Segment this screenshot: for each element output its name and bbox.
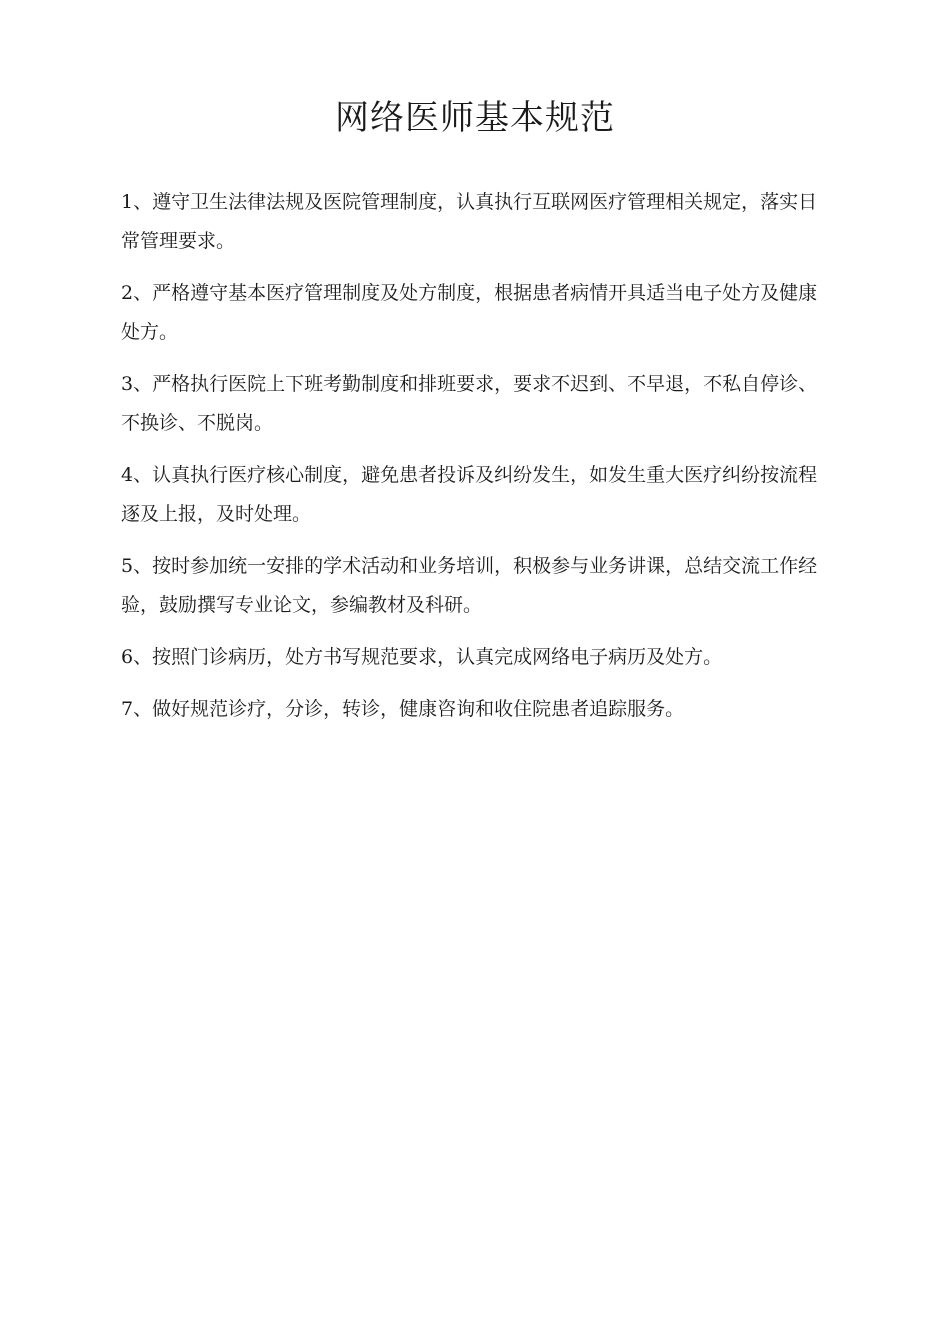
rule-item-1: 1、遵守卫生法律法规及医院管理制度，认真执行互联网医疗管理相关规定，落实日常管理要求。	[121, 191, 818, 252]
rule-item-5: 5、按时参加统一安排的学术活动和业务培训，积极参与业务讲课，总结交流工作经验，鼓励撰写专业论文，参编教材及科研。	[121, 555, 818, 616]
rule-item-7: 7、做好规范诊疗，分诊，转诊，健康咨询和收住院患者追踪服务。	[121, 698, 685, 720]
rules-list	[121, 183, 833, 742]
rule-item-2: 2、严格遵守基本医疗管理制度及处方制度，根据患者病情开具适当电子处方及健康处方。	[121, 282, 818, 343]
page-title: 网络医师基本规范	[335, 98, 615, 138]
rule-item-6: 6、按照门诊病历，处方书写规范要求，认真完成网络电子病历及处方。	[121, 646, 723, 668]
rule-item-4: 4、认真执行医疗核心制度，避免患者投诉及纠纷发生，如发生重大医疗纠纷按流程逐及上报，及时处理。	[121, 464, 818, 525]
rule-item-3: 3、严格执行医院上下班考勤制度和排班要求，要求不迟到、不早退，不私自停诊、不换诊、不脱岗。	[121, 373, 818, 434]
